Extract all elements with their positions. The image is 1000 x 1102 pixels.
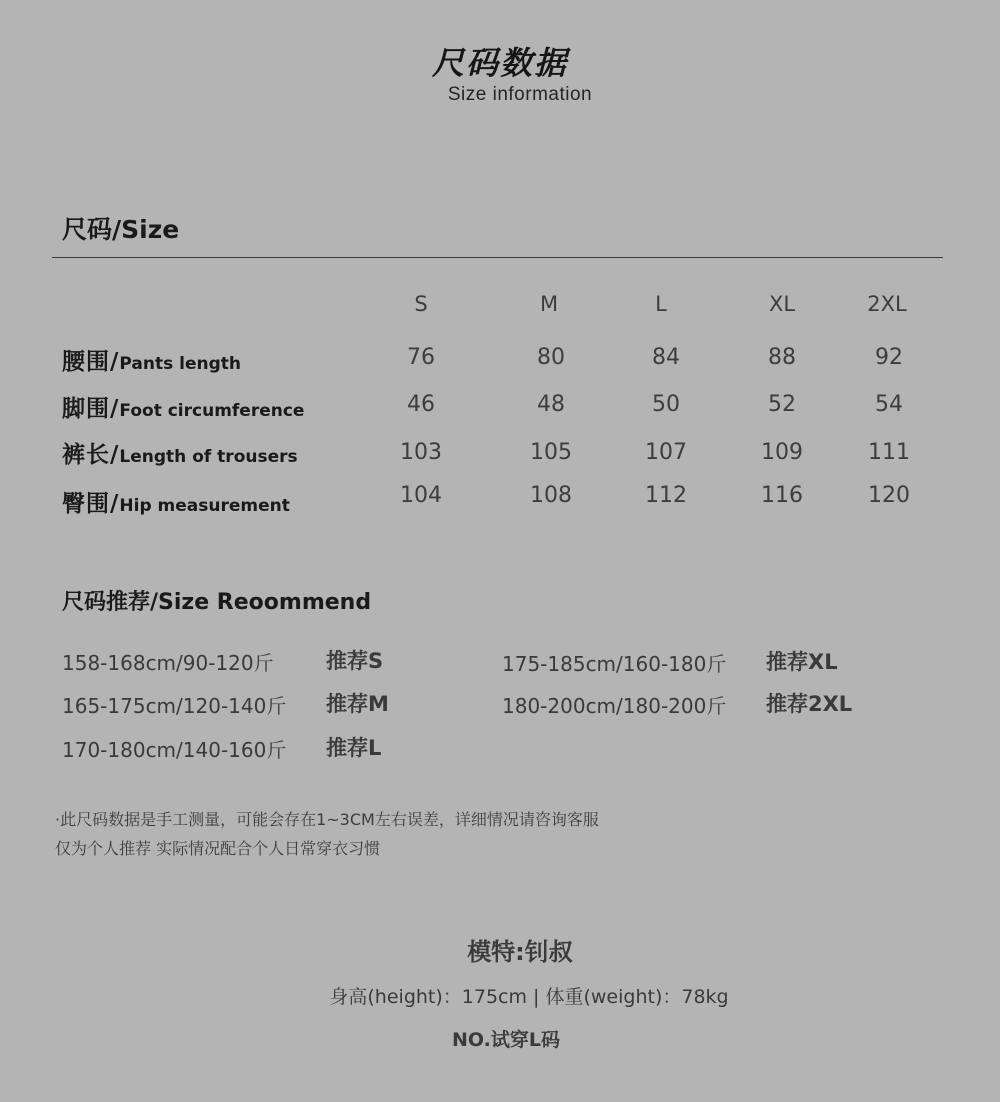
- model-name: 模特:钊叔: [467, 938, 573, 966]
- table-cell: 76: [407, 345, 435, 370]
- recommend-range: 175-185cm/160-180斤: [502, 652, 727, 676]
- row-label-en: Foot circumference: [119, 401, 305, 421]
- row-label-en: Hip measurement: [119, 496, 290, 516]
- recommend-size: 推荐L: [326, 736, 382, 760]
- recommend-note: 仅为个人推荐 实际情况配合个人日常穿衣习惯: [55, 839, 381, 858]
- table-cell: 104: [400, 483, 442, 508]
- size-header-2xl: 2XL: [867, 292, 907, 316]
- table-cell: 109: [761, 440, 803, 465]
- row-label-waist: [62, 343, 241, 376]
- table-cell: 52: [768, 392, 796, 417]
- table-cell: 108: [530, 483, 572, 508]
- row-label-zh: 腰围/: [62, 349, 120, 375]
- table-cell: 107: [645, 440, 687, 465]
- table-cell: 120: [868, 483, 910, 508]
- table-cell: 48: [537, 392, 565, 417]
- recommend-range: 180-200cm/180-200斤: [502, 694, 727, 718]
- table-cell: 103: [400, 440, 442, 465]
- recommend-size: 推荐S: [326, 649, 384, 673]
- measurement-note: ·此尺码数据是手工测量，可能会存在1~3CM左右误差，详细情况请咨询客服: [55, 810, 599, 829]
- row-label-foot: [62, 390, 304, 423]
- size-header-m: M: [539, 292, 559, 316]
- size-header-l: L: [655, 292, 667, 316]
- row-label-zh: 裤长/: [62, 442, 120, 468]
- table-cell: 46: [407, 392, 435, 417]
- recommend-size: 推荐2XL: [766, 692, 853, 716]
- recommend-range: 158-168cm/90-120斤: [62, 651, 274, 675]
- row-label-length: [62, 436, 298, 469]
- row-label-hip: [62, 485, 290, 518]
- row-label-zh: 臀围/: [62, 491, 120, 517]
- table-cell: 92: [875, 345, 903, 370]
- table-cell: 105: [530, 440, 572, 465]
- size-section-heading: 尺码/Size: [62, 215, 180, 244]
- table-cell: 50: [652, 392, 680, 417]
- table-cell: 84: [652, 345, 680, 370]
- size-header-s: S: [414, 292, 428, 316]
- row-label-zh: 脚围/: [62, 396, 120, 422]
- recommend-range: 165-175cm/120-140斤: [62, 694, 287, 718]
- recommend-size: 推荐XL: [766, 650, 838, 674]
- table-cell: 112: [645, 483, 687, 508]
- model-fit: NO.试穿L码: [452, 1029, 560, 1051]
- section-divider: [52, 257, 943, 258]
- row-label-en: Pants length: [119, 354, 242, 374]
- page-subtitle: Size information: [447, 84, 593, 105]
- table-cell: 111: [868, 440, 910, 465]
- row-label-en: Length of trousers: [119, 447, 298, 467]
- table-cell: 80: [537, 345, 565, 370]
- recommend-size: 推荐M: [326, 692, 389, 716]
- table-cell: 54: [875, 392, 903, 417]
- size-header-xl: XL: [768, 292, 796, 316]
- recommend-range: 170-180cm/140-160斤: [62, 738, 287, 762]
- table-cell: 116: [761, 483, 803, 508]
- model-stats: 身高(height)：175cm | 体重(weight)：78kg: [329, 986, 729, 1008]
- recommend-section-heading: 尺码推荐/Size Reoommend: [62, 590, 372, 615]
- page-title: 尺码数据: [431, 44, 568, 82]
- table-cell: 88: [768, 345, 796, 370]
